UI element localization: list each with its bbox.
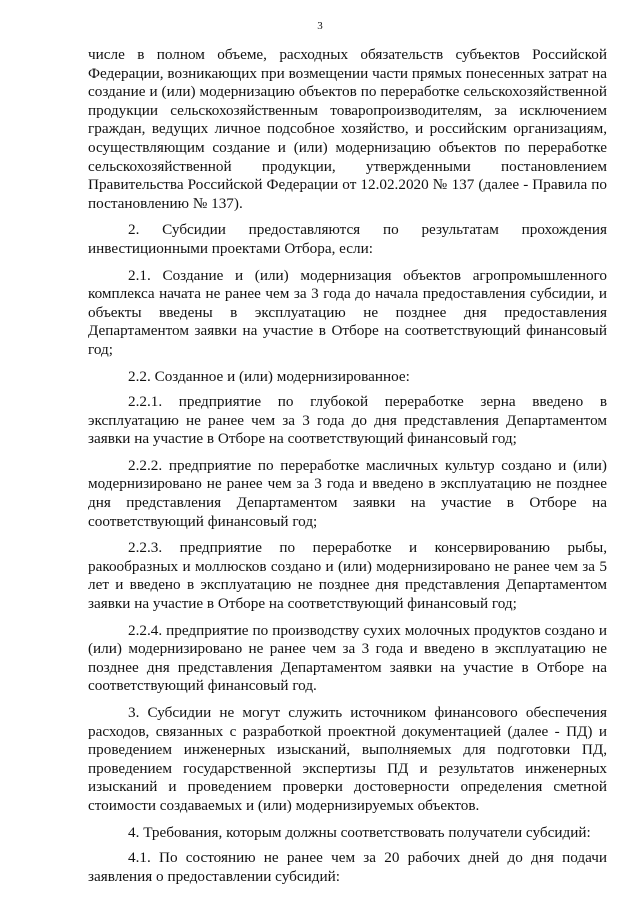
paragraph-2-2-3: 2.2.3. предприятие по переработке и консервированию рыбы, ракообразных и моллюсков создано и (или) модернизировано не ранее чем за 5 лет и введено в эксплуатацию не позднее дня представления Департаментом заявки на участие в Отборе на соответствующий финансовый год; [88, 539, 607, 613]
paragraph-3: 3. Субсидии не могут служить источником финансового обеспечения расходов, связанных с разработкой проектной документацией (далее - ПД) и проведением инженерных изысканий, выполняемых для подготовки ПД, проведением государственной экспертизы ПД и результатов инженерных изысканий и проведением проверки достоверности определения сметной стоимости создаваемых и (или) модернизируемых объектов. [88, 704, 607, 814]
page-number: 3 [317, 20, 323, 32]
paragraph-2-2-4: 2.2.4. предприятие по производству сухих молочных продуктов создано и (или) модернизировано не ранее чем за 3 года и введено в эксплуатацию не позднее дня представления Департаментом заявки на участие в Отборе на соответствующий финансовый год. [88, 621, 607, 695]
document-body [88, 46, 607, 894]
paragraph-2-1: 2.1. Создание и (или) модернизация объектов агропромышленного комплекса начата не ранее чем за 3 года до начала предоставления субсидии, и объекты введены в эксплуатацию не позднее дня предоставления Департаментом заявки на участие в Отборе на соответствующий финансовый год; [88, 266, 607, 358]
paragraph-2-2-2: 2.2.2. предприятие по переработке масличных культур создано и (или) модернизировано не ранее чем за 3 года и введено в эксплуатацию не позднее дня представления Департаментом заявки на участие в Отборе на соответствующий финансовый год; [88, 456, 607, 530]
paragraph-4: 4. Требования, которым должны соответствовать получатели субсидий: [128, 823, 591, 841]
paragraph-2-2: 2.2. Созданное и (или) модернизированное: [128, 367, 410, 385]
paragraph-2-2-1: 2.2.1. предприятие по глубокой переработке зерна введено в эксплуатацию не ранее чем за 3 года до дня представления Департаментом заявки на участие в Отборе на соответствующий финансовый год; [88, 393, 607, 448]
paragraph-2: 2. Субсидии предоставляются по результатам прохождения инвестиционными проектами Отбора, если: [88, 221, 607, 257]
paragraph-continuation: числе в полном объеме, расходных обязательств субъектов Российской Федерации, возникающих при возмещении части прямых понесенных затрат на создание и (или) модернизацию объектов по переработке сельскохозяйственной продукции сельскохозяйственным товаропроизводителям, за исключением граждан, ведущих личное подсобное хозяйство, и российским организациям, осуществляющим создание и (или) модернизацию объектов по переработке сельскохозяйственной продукции, утвержденными постановлением Правительства Российской Федерации от 12.02.2020 № 137 (далее - Правила по постановлению № 137). [88, 46, 607, 212]
paragraph-4-1: 4.1. По состоянию не ранее чем за 20 рабочих дней до дня подачи заявления о предоставлении субсидий: [88, 849, 607, 885]
